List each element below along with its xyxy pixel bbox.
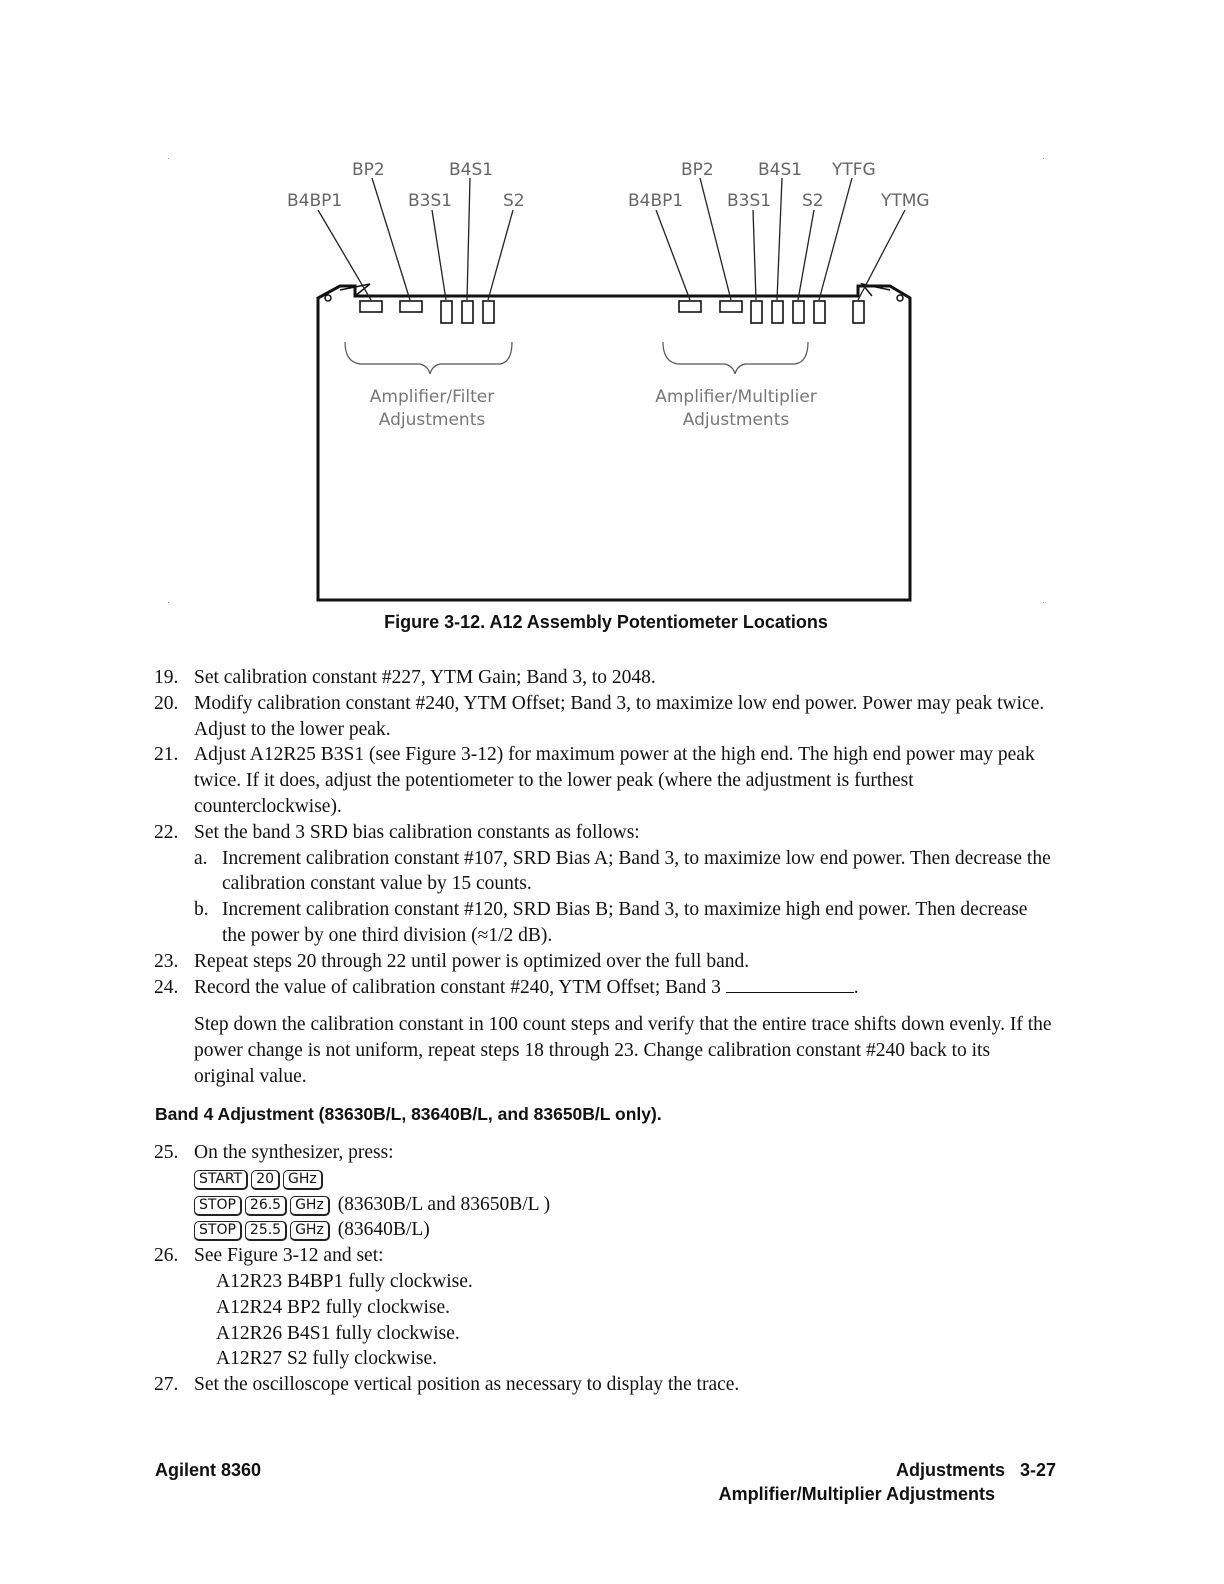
footer-section: Amplifier/Multiplier Adjustments <box>718 1484 995 1504</box>
setting-line: A12R26 B4S1 fully clockwise. <box>216 1322 460 1344</box>
pot-b4s1-left <box>462 301 473 323</box>
label-ytfg: YTFG <box>832 160 876 180</box>
key-sequence-stop-2 <box>154 1217 1054 1243</box>
step-27 <box>154 1372 1054 1398</box>
ghz-key[interactable]: GHz <box>283 1170 323 1190</box>
step-number: 20. <box>154 692 179 714</box>
step-text: Record the value of calibration constant #240, YTM Offset; Band 3 <box>194 976 721 998</box>
key-sequence-start <box>154 1166 1054 1192</box>
stop-key[interactable]: STOP <box>194 1196 242 1216</box>
pot-ytfg <box>814 301 825 323</box>
figure-caption: Figure 3-12. A12 Assembly Potentiometer Locations <box>384 612 828 632</box>
ghz-key[interactable]: GHz <box>290 1196 330 1216</box>
setting-line: A12R24 BP2 fully clockwise. <box>216 1296 450 1318</box>
board-outline <box>318 286 910 600</box>
left-group-subtitle: Adjustments <box>378 410 486 430</box>
step-number: 21. <box>154 744 179 766</box>
label-b4bp1-left: B4BP1 <box>287 191 343 211</box>
setting-line: A12R27 S2 fully clockwise. <box>216 1348 437 1370</box>
step-number: 24. <box>154 976 179 998</box>
right-group-subtitle: Adjustments <box>682 410 790 430</box>
label-s2-right: S2 <box>802 191 824 211</box>
stop-key[interactable]: STOP <box>194 1221 242 1241</box>
step-text: Set calibration constant #227, YTM Gain; Band 3, to 2048. <box>194 667 656 688</box>
potentiometer-location-figure <box>0 0 1224 620</box>
start-key[interactable]: START <box>194 1170 248 1190</box>
label-bp2-left: BP2 <box>352 160 385 180</box>
pot-b4s1-right <box>772 301 783 323</box>
step-text: Modify calibration constant #240, YTM Offset; Band 3, to maximize low end power. Power may peak twice. Adjust to the lower peak. <box>194 692 1045 740</box>
step-text: On the synthesizer, press: <box>194 1142 394 1163</box>
step-23 <box>154 949 1054 975</box>
step-24: 24. Record the value of calibration constant #240, YTM Offset; Band 3 . <box>154 975 1054 1001</box>
step-text: Set the oscilloscope vertical position as necessary to display the trace. <box>194 1374 740 1396</box>
step-19 <box>154 665 1054 691</box>
step-20 <box>154 691 1054 743</box>
step-number: 25. <box>154 1142 179 1163</box>
substep-letter: b. <box>194 899 209 921</box>
left-group-brace <box>345 342 512 374</box>
step-number: 22. <box>154 821 179 843</box>
model-note: (83640B/L) <box>337 1219 430 1241</box>
step-text: Repeat steps 20 through 22 until power is optimized over the full band. <box>194 950 750 972</box>
step-number: 23. <box>154 950 179 972</box>
substep-letter: a. <box>194 847 208 869</box>
footer-product: Agilent 8360 <box>155 1460 262 1480</box>
value-key[interactable]: 26.5 <box>245 1196 287 1216</box>
step-text: Adjust A12R25 B3S1 (see Figure 3-12) for maximum power at the high end. The high end power may peak twice. If it does, adjust the potentiometer to the lower peak (where the adjustment is furthest counterclockwise). <box>194 744 1035 817</box>
model-note: (83630B/L and 83650B/L ) <box>337 1193 551 1215</box>
left-group-title: Amplifier/Filter <box>369 387 495 407</box>
label-b3s1-right: B3S1 <box>727 191 772 211</box>
step-number: 26. <box>154 1245 179 1267</box>
label-b3s1-left: B3S1 <box>408 191 453 211</box>
label-s2-left: S2 <box>503 191 525 211</box>
step-22a <box>154 846 1054 898</box>
label-b4s1-left: B4S1 <box>449 160 494 180</box>
pot-b3s1-left <box>441 301 452 323</box>
step-number: 19. <box>154 667 179 688</box>
pot-b3s1-right <box>751 301 762 323</box>
pot-b4bp1-right <box>679 301 701 312</box>
record-value-blank <box>726 978 854 993</box>
value-key[interactable]: 25.5 <box>245 1221 287 1241</box>
steps-25-27 <box>154 1140 1054 1398</box>
label-b4bp1-right: B4BP1 <box>628 191 684 211</box>
right-mount-hole <box>897 295 903 301</box>
left-mount-hole <box>325 295 331 301</box>
pot-b4bp1-left <box>360 301 382 312</box>
step-26 <box>154 1243 1054 1269</box>
step-number: 27. <box>154 1374 179 1396</box>
substep-text: Increment calibration constant #107, SRD Bias A; Band 3, to maximize low end power. Then decrease the calibration constant value by 15 counts. <box>222 847 1051 895</box>
pot-s2-right <box>793 301 804 323</box>
right-group-brace <box>663 342 808 374</box>
step-text: See Figure 3-12 and set: <box>194 1245 384 1267</box>
step-text: Set the band 3 SRD bias calibration constants as follows: <box>194 821 640 843</box>
pot-bp2-left <box>400 301 422 312</box>
pot-ytmg <box>853 301 864 323</box>
footer-page: Adjustments 3-27 <box>895 1460 1056 1480</box>
label-b4s1-right: B4S1 <box>758 160 803 180</box>
key-sequence-stop-1 <box>154 1192 1054 1218</box>
label-bp2-right: BP2 <box>681 160 714 180</box>
step-25 <box>154 1140 1054 1166</box>
right-group-title: Amplifier/Multiplier <box>655 387 817 407</box>
setting-line: A12R23 B4BP1 fully clockwise. <box>216 1270 473 1292</box>
pot-bp2-right <box>720 301 742 312</box>
substep-text: Increment calibration constant #120, SRD Bias B; Band 3, to maximize high end power. Then decrease the power by one third division (≈1/2 dB). <box>222 899 1028 946</box>
label-ytmg: YTMG <box>881 191 930 211</box>
step-21 <box>154 742 1054 819</box>
value-key[interactable]: 20 <box>251 1170 280 1190</box>
step-22 <box>154 820 1054 846</box>
step-22b <box>154 897 1054 949</box>
pot-s2-left <box>483 301 494 323</box>
band4-heading: Band 4 Adjustment (83630B/L, 83640B/L, and 83650B/L only). <box>155 1104 662 1124</box>
steps-19-24 <box>154 665 1054 1090</box>
step-24-note: Step down the calibration constant in 100 count steps and verify that the entire trace shifts down evenly. If the power change is not uniform, repeat steps 18 through 23. Change calibration constant #240 back to its original value. <box>194 1014 1052 1087</box>
ghz-key[interactable]: GHz <box>290 1221 330 1241</box>
